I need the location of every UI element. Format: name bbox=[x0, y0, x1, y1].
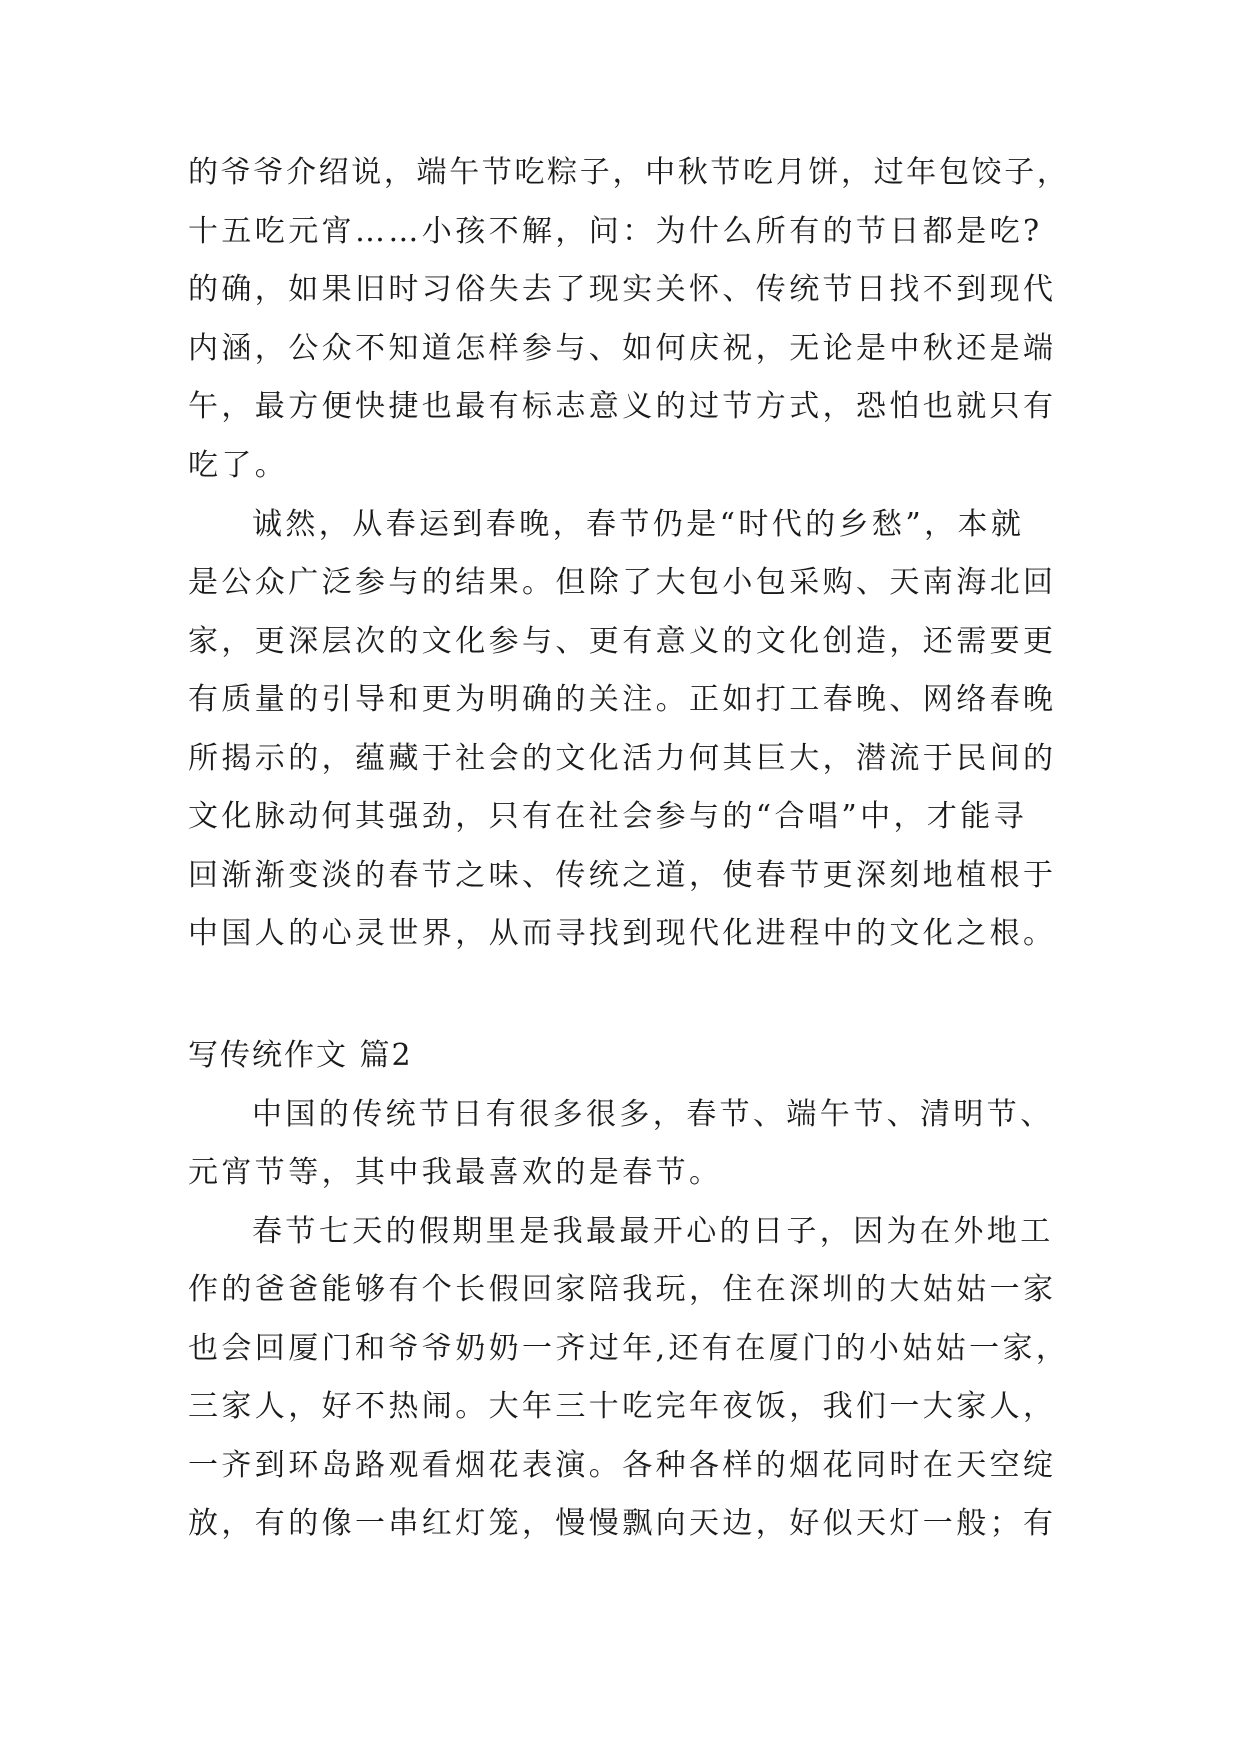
text-line: 文化脉动何其强劲，只有在社会参与的“合唱”中，才能寻 bbox=[188, 799, 1028, 834]
text-line: 有质量的引导和更为明确的关注。正如打工春晚、网络春晚 bbox=[188, 682, 1057, 717]
text-line: 也会回厦门和爷爷奶奶一齐过年,还有在厦门的小姑姑一家， bbox=[188, 1331, 1070, 1366]
text-line: 吃了。 bbox=[188, 448, 289, 483]
section-heading: 写传统作文 篇2 bbox=[188, 1038, 413, 1073]
text-line: 的爷爷介绍说，端午节吃粽子，中秋节吃月饼，过年包饺子， bbox=[188, 155, 1070, 190]
text-line: 是公众广泛参与的结果。但除了大包小包采购、天南海北回 bbox=[188, 565, 1057, 600]
text-line: 放，有的像一串红灯笼，慢慢飘向天边，好似天灯一般；有 bbox=[188, 1506, 1057, 1541]
text-line: 春节七天的假期里是我最最开心的日子，因为在外地工 bbox=[252, 1214, 1054, 1249]
text-line: 诚然，从春运到春晚，春节仍是“时代的乡愁”，本就 bbox=[252, 507, 1025, 542]
text-line: 午，最方便快捷也最有标志意义的过节方式，恐怕也就只有 bbox=[188, 389, 1057, 424]
text-line: 回渐渐变淡的春节之味、传统之道，使春节更深刻地植根于 bbox=[188, 858, 1057, 893]
text-line: 元宵节等，其中我最喜欢的是春节。 bbox=[188, 1155, 723, 1190]
text-line: 十五吃元宵……小孩不解，问：为什么所有的节日都是吃? bbox=[188, 214, 1043, 249]
text-line: 所揭示的，蕴藏于社会的文化活力何其巨大，潜流于民间的 bbox=[188, 741, 1057, 776]
text-line: 中国人的心灵世界，从而寻找到现代化进程中的文化之根。 bbox=[188, 916, 1057, 951]
text-line: 作的爸爸能够有个长假回家陪我玩，住在深圳的大姑姑一家 bbox=[188, 1272, 1057, 1307]
text-line: 的确，如果旧时习俗失去了现实关怀、传统节日找不到现代 bbox=[188, 272, 1057, 307]
text-line: 一齐到环岛路观看烟花表演。各种各样的烟花同时在天空绽 bbox=[188, 1448, 1057, 1483]
text-line: 中国的传统节日有很多很多，春节、端午节、清明节、 bbox=[252, 1097, 1054, 1132]
text-line: 三家人，好不热闹。大年三十吃完年夜饭，我们一大家人， bbox=[188, 1389, 1057, 1424]
text-line: 内涵，公众不知道怎样参与、如何庆祝，无论是中秋还是端 bbox=[188, 331, 1057, 366]
text-line: 家，更深层次的文化参与、更有意义的文化创造，还需要更 bbox=[188, 624, 1057, 659]
